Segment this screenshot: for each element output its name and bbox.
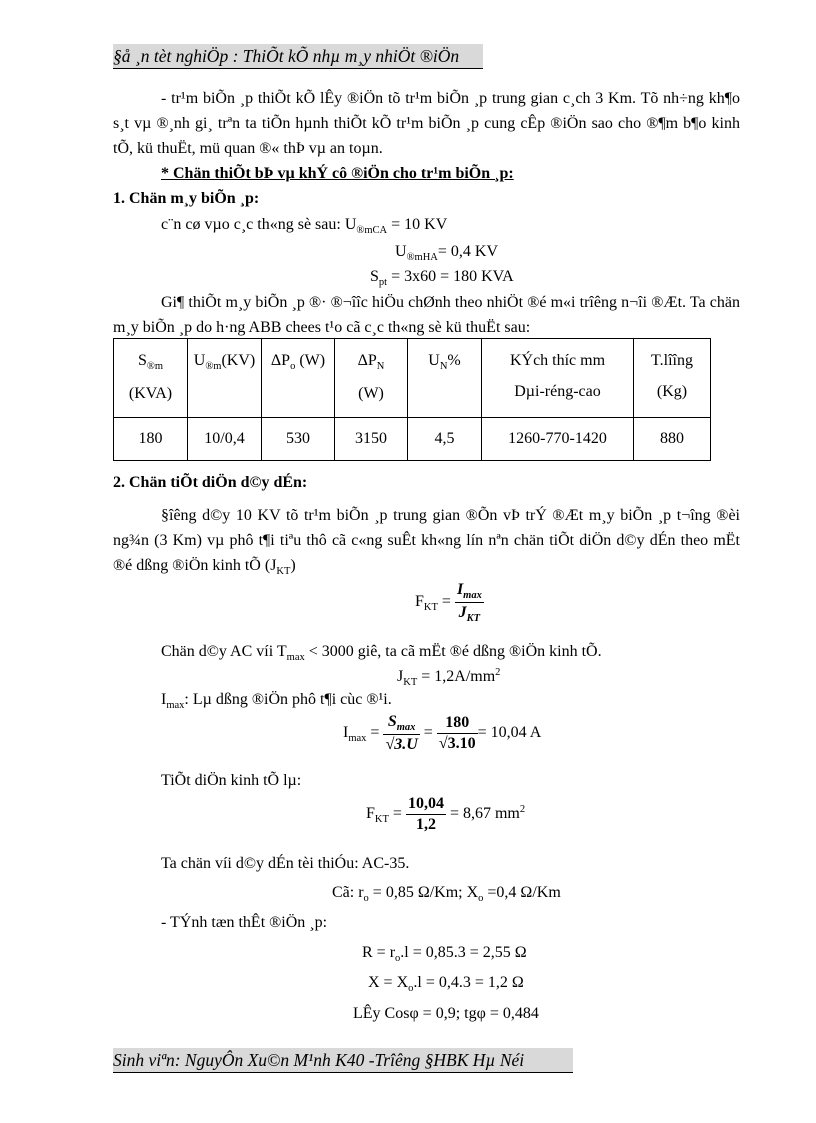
section-heading: * Chän thiÕt bÞ vµ khÝ cô ®iÖn cho tr¹m biÕn ¸p:: [161, 165, 514, 182]
cell-dimensions: 1260-770-1420: [482, 418, 634, 461]
th-short-circuit-loss: $\Delta P_N$ (W): [335, 339, 408, 418]
imax-eq-sub: max: [348, 733, 367, 745]
th-short-circuit-voltage: $U_N\%$: [408, 339, 482, 418]
th-no-load-loss: $\Delta P_o$ (W): [262, 339, 335, 418]
s1-lead: c¨n cø vµo c¸c th«ng sè sau: U: [161, 216, 357, 233]
fkt-numeric: $F_{KT}$ = $\frac{10,04}{1,2}$ = 8,67 $mm^2$: [366, 795, 526, 833]
imax-sub: max: [166, 700, 185, 711]
cell-p0: 530: [262, 418, 335, 461]
imax-symbol: I: [161, 691, 167, 708]
u-mha-value: = 0,4 KV: [437, 243, 499, 260]
td-text: TiÕt diÖn kinh tÕ lµ:: [161, 772, 302, 789]
fkt-num-lhs: F: [366, 805, 375, 823]
th-rated-power: $S_{®m}$ (KVA): [114, 339, 188, 418]
table-row: [114, 418, 711, 461]
s2-heading: 2. Chän tiÕt diÖn d©y dÉn:: [113, 474, 308, 491]
cell-un: 4,5: [408, 418, 482, 461]
ac-text: Chän d©y AC víi T: [161, 643, 287, 660]
loss-heading: - TÝnh tæn thÊt ®iÖn ¸p:: [161, 914, 328, 931]
fkt-formula: $F_{KT}$ = $\frac{I_{max}}{J_{KT}}$: [415, 581, 482, 624]
fkt-lhs: F: [415, 593, 424, 611]
imax-eq-lhs: I: [343, 724, 349, 742]
imax-definition: [161, 687, 392, 714]
ac-sub: max: [286, 652, 305, 663]
th-weight: T.lîîng (Kg): [634, 339, 711, 418]
cell-power: 180: [114, 418, 188, 461]
imax-text: : Lµ dßng ®iÖn phô t¶i cùc ®¹i.: [184, 691, 392, 708]
s-pt-value: = 3x60 = 180 KVA: [387, 268, 514, 285]
s2-para-text: §îêng d©y 10 KV tõ tr¹m biÕn ¸p trung gian ®Õn vÞ trÝ ®Æt m¸y biÕn ¸p t¬îng ®èi ng¾n (3 Km) vµ phô t¶i tiªu thô cã c«ng suÊt kh«ng lín nªn chän tiÕt diÖn d©y dÉn theo mËt ®é dßng ®iÖn kinh tÕ (J: [113, 507, 740, 574]
cell-voltage: 10/0,4: [188, 418, 262, 461]
imax-fraction-2: $\frac{180}{√3.10}$: [438, 714, 476, 752]
page-footer: [113, 1048, 573, 1073]
s1-paragraph: Gi¶ thiÕt m¸y biÕn ¸p ®· ®¬îîc hiÖu chØnh theo nhiÖt ®é m«i trîêng n¬îi ®Æt. Ta chän m¸y biÕn ¸p do h·ng ABB chees t¹o cã c¸c th«ng sè kü thuËt sau:: [113, 294, 740, 336]
s-pt-symbol: S: [370, 268, 379, 285]
ac-line: [161, 639, 602, 666]
fkt-num-sub: KT: [374, 814, 389, 826]
x-equation: $X = X_o.l = 0,4.3 = 1,2$ Ω: [368, 974, 524, 994]
imax-result: = 10,04 A: [477, 724, 542, 742]
fkt-result: = 8,67 mm: [449, 805, 520, 823]
u-mha-line: [395, 239, 498, 266]
imax-formula: $I_{max}$ = $\frac{S_{max}}{√3.U}$ = $\frac{180}{√3.10}$ = 10,04 A: [343, 713, 542, 753]
u-mha-sub: ®mHA: [406, 252, 438, 263]
jkt-symbol: J: [397, 668, 404, 685]
s2-para-end: ): [290, 557, 296, 574]
s2-para-sub: KT: [276, 566, 291, 577]
resistance-params: Cã: $r_o = 0,85$ Ω/Km; $X_o =0,4$ Ω/Km: [332, 884, 561, 904]
s1-lead-line: [161, 212, 447, 239]
r-equation: $R = r_o.l = 0,85.3 = 2,55$ Ω: [362, 944, 527, 964]
cell-pn: 3150: [335, 418, 408, 461]
u-mha-symbol: U: [395, 243, 407, 260]
th-rated-voltage: $U_{®m}(KV)$: [188, 339, 262, 418]
ac35-line: Ta chän víi d©y dÉn tèi thiÓu: AC-35.: [161, 855, 410, 872]
jkt-sup: 2: [495, 667, 501, 678]
s1-heading: 1. Chän m¸y biÕn ¸p:: [113, 190, 260, 207]
ac-end: < 3000 giê, ta cã mËt ®é dßng ®iÖn kinh tÕ.: [304, 643, 602, 660]
s-pt-sub: pt: [378, 277, 388, 288]
s-pt-line: [370, 264, 514, 291]
imax-fraction-1: $\frac{S_{max}}{√3.U}$: [385, 713, 418, 753]
footer-text: Sinh viªn: NguyÔn Xu©n M¹nh K40 -Trîêng §HBK Hµ Néi: [113, 1050, 525, 1070]
fkt-sup: 2: [519, 804, 526, 816]
jkt-line: [397, 664, 500, 691]
th-dimensions: KÝch thíc mm Dµi-réng-cao: [482, 339, 634, 418]
jkt-sub: KT: [403, 677, 418, 688]
transformer-spec-table: [113, 338, 711, 461]
table-header-row: [114, 339, 711, 418]
page-header: [113, 44, 483, 69]
jkt-value: = 1,2A/mm: [417, 668, 496, 685]
header-text: §å ¸n tèt nghiÖp : ThiÕt kÕ nhµ m¸y nhiÖt ®iÖn: [113, 46, 460, 66]
fkt-num-fraction: $\frac{10,04}{1,2}$: [407, 795, 444, 833]
cell-weight: 880: [634, 418, 711, 461]
cos-line: LÊy Cosφ = 0,9; tgφ = 0,484: [353, 1005, 539, 1022]
u-mca-value: = 10 KV: [387, 216, 448, 233]
u-mca-sub: ®mCA: [356, 225, 388, 236]
fkt-lhs-sub: KT: [423, 602, 438, 614]
intro-paragraph: - tr¹m biÕn ¸p thiÕt kÕ lÊy ®iÖn tõ tr¹m biÕn ¸p trung gian c¸ch 3 Km. Tõ nh÷ng kh¶o s¸t vµ ®¸nh gi¸ trªn ta tiÕn hµnh thiÕt kÕ tr¹m biÕn ¸p cung cÊp ®iÖn sao cho ®¶m b¶o kinh tÕ, kü thuËt, mü quan ®« thÞ vµ an toµn.: [113, 90, 740, 157]
s2-paragraph: [113, 503, 740, 580]
fkt-fraction: $\frac{I_{max}}{J_{KT}}$: [456, 581, 482, 624]
